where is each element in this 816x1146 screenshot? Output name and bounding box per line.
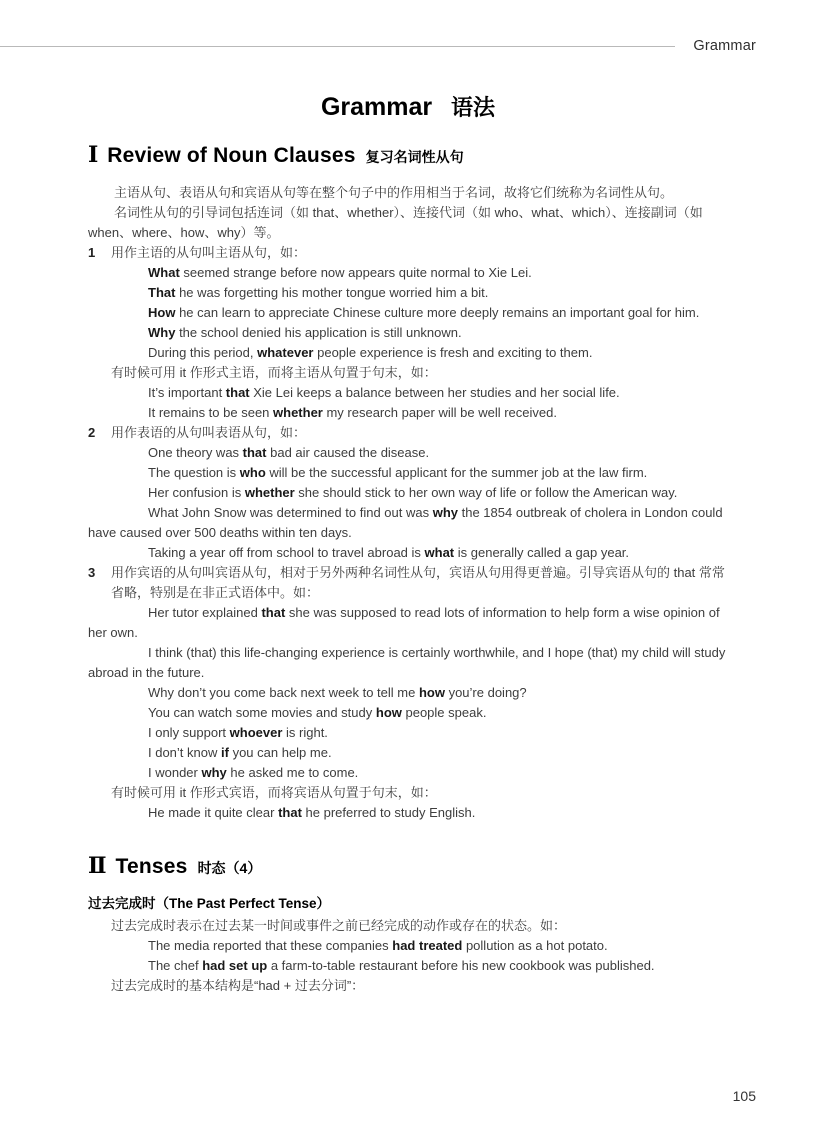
text-segment: You can watch some movies and study — [148, 705, 376, 720]
text-segment: It’s important — [148, 385, 226, 400]
bold-keyword: why — [201, 765, 227, 780]
text-segment: I only support — [148, 725, 230, 740]
text-segment: 有时候可用 it 作形式宾语，而将宾语从句置于句末，如： — [111, 785, 437, 800]
item-number: 2 — [88, 425, 96, 440]
bold-keyword: had treated — [392, 938, 463, 953]
text-segment: seemed strange before now appears quite normal to Xie Lei. — [179, 265, 532, 280]
bold-keyword: whether — [244, 485, 295, 500]
bold-keyword: Why — [148, 325, 176, 340]
bold-keyword: whether — [273, 405, 323, 420]
paragraph — [88, 183, 728, 203]
text-segment: bad air caused the disease. — [266, 445, 430, 460]
text-segment: you’re doing? — [444, 685, 527, 700]
text-segment: Xie Lei keeps a balance between her studies and her social life. — [249, 385, 620, 400]
example-line — [88, 743, 728, 763]
text-segment: Her confusion is — [148, 485, 245, 500]
example-line — [88, 343, 728, 363]
example-line — [88, 263, 728, 283]
note-line — [88, 916, 728, 936]
page-number: 105 — [732, 1088, 756, 1104]
item-number: 3 — [88, 565, 96, 580]
example-line — [88, 803, 728, 823]
example-line — [88, 403, 728, 423]
text-segment: you can help me. — [228, 745, 332, 760]
section-title-en: Tenses — [115, 855, 188, 878]
text-segment: During this period, — [148, 345, 258, 360]
example-line — [88, 483, 728, 503]
bold-keyword: what — [424, 545, 455, 560]
text-segment: I wonder — [148, 765, 202, 780]
text-segment: he asked me to come. — [226, 765, 359, 780]
text-segment: 名词性从句的引导词包括连词（如 that、whether）、连接代词（如 who、what、which）、连接副词（如 when、where、how、why）等。 — [88, 205, 703, 240]
text-segment: a farm-to-table restaurant before his new cookbook was published. — [267, 958, 655, 973]
text-segment: pollution as a hot potato. — [462, 938, 608, 953]
text-segment: I don’t know — [148, 745, 221, 760]
example-line — [88, 763, 728, 783]
text-segment: he preferred to study English. — [301, 805, 476, 820]
bold-keyword: if — [221, 745, 229, 760]
text-segment: people experience is fresh and exciting to them. — [313, 345, 593, 360]
example-line — [88, 323, 728, 343]
text-segment: is generally called a gap year. — [454, 545, 630, 560]
example-line — [88, 956, 728, 976]
text-segment: he can learn to appreciate Chinese culture more deeply remains an important goal for him. — [175, 305, 700, 320]
bold-keyword: who — [239, 465, 266, 480]
page-title-zh: 语法 — [451, 95, 496, 120]
header-rule — [0, 46, 675, 47]
text-segment: 过去完成时的基本结构是“had + 过去分词”： — [111, 978, 365, 993]
page-title — [88, 88, 728, 124]
item-number: 1 — [88, 245, 96, 260]
text-segment: I think (that) this life-changing experience is certainly worthwhile, and I hope (that) my child will study abroad in the future. — [88, 645, 726, 680]
example-line — [88, 303, 728, 323]
section-title-zh: 时态（4） — [197, 860, 262, 876]
note-line — [88, 783, 728, 803]
page-header — [0, 38, 756, 54]
bold-keyword: What — [148, 265, 180, 280]
section-title-en: Review of Noun Clauses — [107, 144, 356, 167]
example-line — [88, 283, 728, 303]
example-line — [88, 383, 728, 403]
text-segment: is right. — [282, 725, 328, 740]
text-segment: 用作宾语的从句叫宾语从句，相对于另外两种名词性从句，宾语从句用得更普遍。引导宾语从句的 that 常常省略，特别是在非正式语体中。如： — [111, 565, 725, 600]
bold-keyword: how — [375, 705, 402, 720]
example-line — [88, 463, 728, 483]
bold-keyword: that — [261, 605, 286, 620]
subheading: 过去完成时（The Past Perfect Tense） — [88, 896, 331, 911]
text-segment: Her tutor explained — [148, 605, 262, 620]
example-line — [88, 443, 728, 463]
section-number: Ⅱ — [88, 853, 107, 879]
numbered-item — [88, 563, 728, 603]
note-line — [88, 976, 728, 996]
text-segment: he was forgetting his mother tongue worried him a bit. — [175, 285, 489, 300]
bold-keyword: whoever — [229, 725, 283, 740]
text-segment: 用作表语的从句叫表语从句，如： — [111, 425, 307, 440]
bold-keyword: how — [418, 685, 445, 700]
example-line — [88, 723, 728, 743]
note-line — [88, 363, 728, 383]
bold-keyword: That — [148, 285, 176, 300]
text-segment: The question is — [148, 465, 240, 480]
bold-keyword: whatever — [257, 345, 314, 360]
numbered-item — [88, 243, 728, 263]
paragraph — [88, 203, 728, 243]
text-segment: The media reported that these companies — [148, 938, 393, 953]
text-segment: 过去完成时表示在过去某一时间或事件之前已经完成的动作或存在的状态。如： — [111, 918, 567, 933]
text-segment: will be the successful applicant for the summer job at the law firm. — [265, 465, 648, 480]
text-segment: What John Snow was determined to find out was — [148, 505, 433, 520]
bold-keyword: that — [242, 445, 267, 460]
example-line — [88, 683, 728, 703]
text-segment: people speak. — [401, 705, 487, 720]
text-segment: the 1854 outbreak of cholera in London could have caused over 500 deaths within ten days. — [88, 505, 723, 540]
bold-keyword: that — [278, 805, 302, 820]
content — [88, 88, 728, 996]
text-segment: 有时候可用 it 作形式主语，而将主语从句置于句末，如： — [111, 365, 437, 380]
example-line — [88, 503, 728, 543]
bold-keyword: had set up — [202, 958, 268, 973]
text-segment: Taking a year off from school to travel abroad is — [148, 545, 425, 560]
header-label: Grammar — [693, 38, 756, 54]
numbered-item — [88, 423, 728, 443]
doc-body — [88, 142, 728, 996]
bold-keyword: that — [225, 385, 250, 400]
example-line — [88, 543, 728, 563]
bold-keyword: How — [148, 305, 176, 320]
example-line — [88, 603, 728, 643]
text-segment: 用作主语的从句叫主语从句，如： — [111, 245, 307, 260]
text-segment: 主语从句、表语从句和宾语从句等在整个句子中的作用相当于名词，故将它们统称为名词性从句。 — [114, 185, 674, 200]
example-line — [88, 936, 728, 956]
example-line — [88, 643, 728, 683]
text-segment: It remains to be seen — [148, 405, 274, 420]
text-segment: my research paper will be well received. — [322, 405, 557, 420]
example-line — [88, 703, 728, 723]
text-segment: The chef — [148, 958, 203, 973]
text-segment: One theory was — [148, 445, 243, 460]
page-title-en: Grammar — [320, 93, 433, 121]
bold-keyword: why — [432, 505, 459, 520]
text-segment: the school denied his application is still unknown. — [175, 325, 462, 340]
text-segment: she was supposed to read lots of information to help form a wise opinion of her own. — [88, 605, 720, 640]
section-title-zh: 复习名词性从句 — [365, 149, 464, 165]
section-number: Ⅰ — [88, 142, 99, 168]
text-segment: He made it quite clear — [148, 805, 279, 820]
section-heading — [88, 142, 728, 170]
section-heading — [88, 853, 728, 881]
text-segment: she should stick to her own way of life or follow the American way. — [294, 485, 678, 500]
text-segment: Why don’t you come back next week to tell me — [148, 685, 419, 700]
